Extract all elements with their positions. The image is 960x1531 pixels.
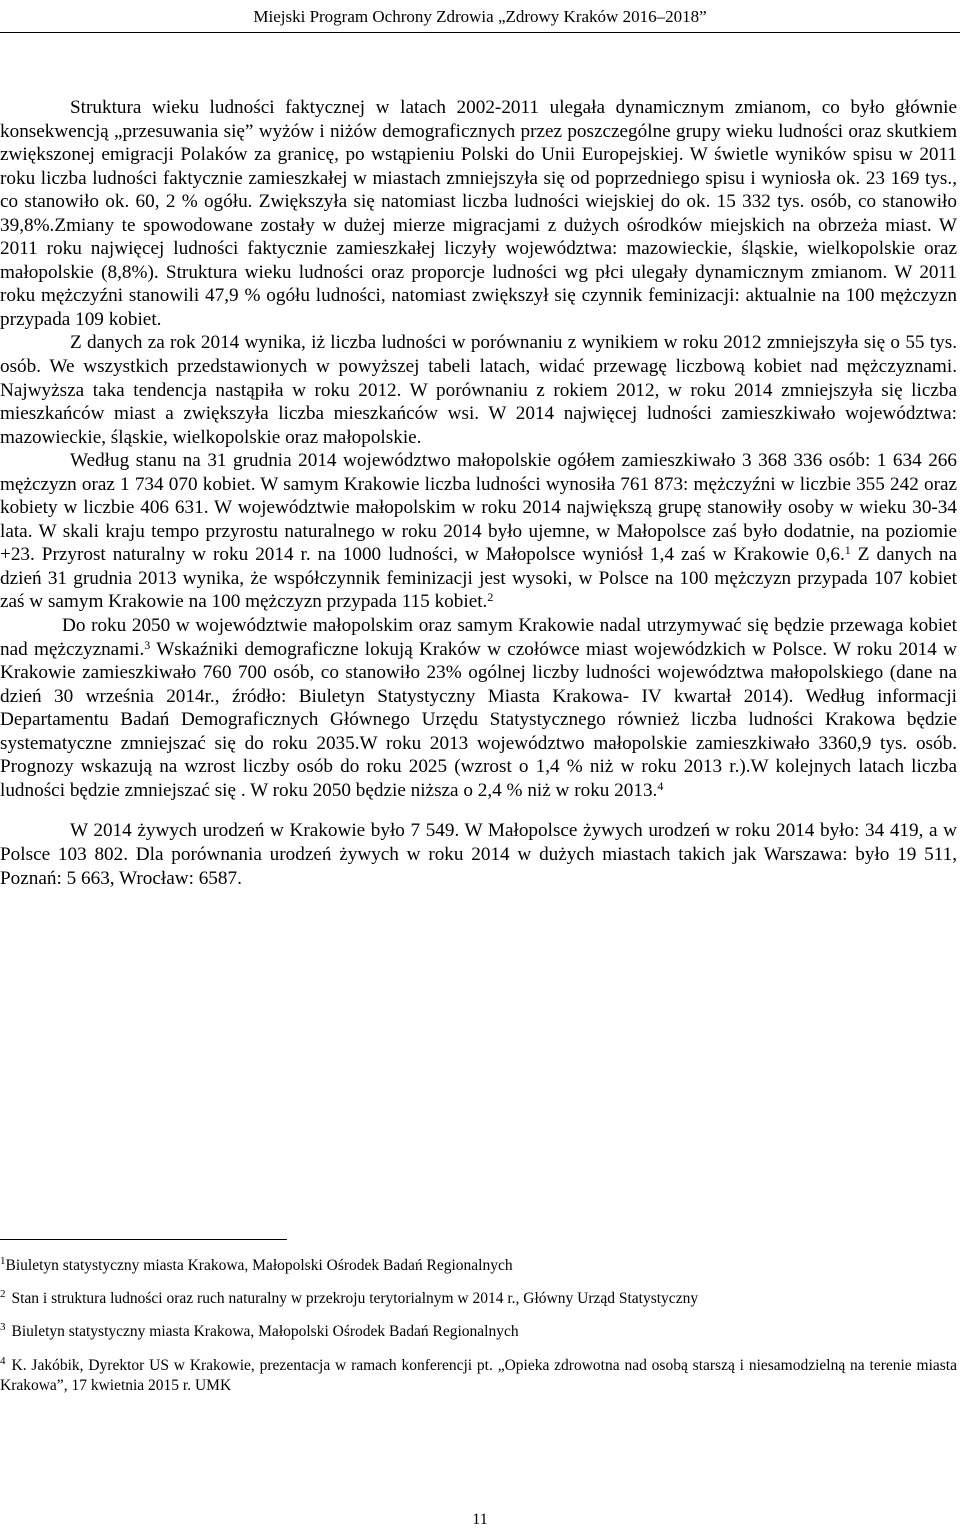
paragraph-forecast xyxy=(0,614,957,802)
paragraph-text: Według stanu na 31 grudnia 2014 województwo małopolskie ogółem zamieszkiwało 3 368 336 osób: 1 634 266 mężczyzn oraz 1 734 070 kobiet. W samym Krakowie liczba ludności wynosiła 761 873: mężczyźni w liczbie 355 242 oraz kobiety w liczbie 406 631. W województwie małopolskim w roku 2014 największą grupę stanowiły osoby w wieku 30-34 lata. W skali kraju tempo przyrostu naturalnego w roku 2014 było ujemne, w Małopolsce zaś było dodatnie, na poziomie +23. Przyrost naturalny w roku 2014 r. na 1000 ludności, w Małopolsce wyniósł 1,4 zaś w Krakowie 0,6. xyxy=(0,450,957,566)
footnote-3 xyxy=(0,1322,957,1342)
footnote-1 xyxy=(0,1256,957,1276)
header-rule xyxy=(0,32,960,33)
footnote-number: 3 xyxy=(0,1321,6,1333)
footnote-text: Biuletyn statystyczny miasta Krakowa, Małopolski Ośrodek Badań Regionalnych xyxy=(11,1323,519,1340)
footnote-ref-4[interactable]: 4 xyxy=(657,778,664,793)
footnote-text: K. Jakóbik, Dyrektor US w Krakowie, prezentacja w ramach konferencji pt. „Opieka zdrowotna nad osobą starszą i niesamodzielną na terenie miasta Krakowa”, 17 kwietnia 2015 r. UMK xyxy=(0,1357,957,1394)
footnote-4 xyxy=(0,1356,957,1396)
paragraph-2014-data: Z danych za rok 2014 wynika, iż liczba ludności w porównaniu z wynikiem w roku 2012 zmniejszyła się o 55 tys. osób. We wszystkich przedstawionych w powyższej tabeli latach, widać przewagę liczbową kobiet nad mężczyznami. Najwyższa taka tendencja nastąpiła w roku 2012. W porównaniu z rokiem 2012, w roku 2014 zmniejszyła się liczba mieszkańców miast a zwiększyła liczba mieszkańców wsi. W 2014 najwięcej ludności zamieszkiwało województwa: mazowieckie, śląskie, wielkopolskie oraz małopolskie. xyxy=(0,332,957,448)
footnote-ref-2[interactable]: 2 xyxy=(487,590,494,605)
running-header: Miejski Program Ochrony Zdrowia „Zdrowy Kraków 2016–2018” xyxy=(253,7,707,26)
footnote-text: Stan i struktura ludności oraz ruch naturalny w przekroju terytorialnym w 2014 r., Główny Urząd Statystyczny xyxy=(11,1290,699,1307)
paragraph-malopolska xyxy=(0,449,957,614)
paragraph-births: W 2014 żywych urodzeń w Krakowie było 7 549. W Małopolsce żywych urodzeń w roku 2014 było: 34 419, a w Polsce 103 802. Dla porównania urodzeń żywych w roku 2014 w dużych miastach takich jak Warszawa: było 19 511, Poznań: 5 663, Wrocław: 6587. xyxy=(0,820,957,889)
paragraph-population-structure: Struktura wieku ludności faktycznej w latach 2002-2011 ulegała dynamicznym zmianom, co było głównie konsekwencją „przesuwania się” wyżów i niżów demograficznych przez poszczególne grupy wieku ludności oraz skutkiem zwiększonej emigracji Polaków za granicę, po wstąpieniu Polski do Unii Europejskiej. W świetle wyników spisu w 2011 roku liczba ludności faktycznie zamieszkałej w miastach zmniejszyła się od poprzedniego spisu i wyniosła ok. 23 169 tys., co stanowiło ok. 60, 2 % ogółu. Zwiększyła się natomiast liczba ludności wiejskiej do ok. 15 332 tys. osób, co stanowiło 39,8%.Zmiany te spowodowane zostały w dużej mierze migracjami z dużych ośrodków miejskich na obrzeża miast. W 2011 roku najwięcej ludności faktycznie zamieszkałej liczyły województwa: mazowieckie, śląskie, wielkopolskie oraz małopolskie (8,8%). Struktura wieku ludności oraz proporcje ludności wg płci ulegały dynamicznym zmianom. W 2011 roku mężczyźni stanowili 47,9 % ogółu ludności, natomiast zwiększył się czynnik feminizacji: aktualnie na 100 mężczyzn przypada 109 kobiet. xyxy=(0,97,957,330)
footnote-2 xyxy=(0,1289,957,1309)
page-number: 11 xyxy=(472,1511,488,1528)
footnote-text: Biuletyn statystyczny miasta Krakowa, Małopolski Ośrodek Badań Regionalnych xyxy=(5,1257,513,1274)
paragraph-text: Wskaźniki demograficzne lokują Kraków w czołówce miast wojewódzkich w Polsce. W roku 2014 w Krakowie zamieszkiwało 760 700 osób, co stanowiło 23% ogólnej liczby ludności województwa małopolskiego (dane na dzień 30 września 2014r., źródło: Biuletyn Statystyczny Miasta Krakowa- IV kwartał 2014). Według informacji Departamentu Badań Demograficznych Głównego Urzędu Statystycznego również liczba ludności Krakowa będzie systematyczne zmniejszać się do roku 2035.W roku 2013 województwo małopolskie zamieszkiwało 3360,9 tys. osób. Prognozy wskazują na wzrost liczby osób do roku 2025 (wzrost o 1,4 % niż w roku 2013 r.).W kolejnych latach liczba ludności będzie zmniejszać się . W roku 2050 będzie niższa o 2,4 % niż w roku 2013. xyxy=(0,638,957,801)
paragraph-text: Do roku 2050 w województwie małopolskim oraz samym Krakowie nadal utrzymywać się będzie przewaga kobiet nad mężczyznami. xyxy=(0,615,957,660)
footnote-ref-3[interactable]: 3 xyxy=(144,637,151,652)
paragraph-text: Z danych na dzień 31 grudnia 2013 wynika, że współczynnik feminizacji jest wysoki, w Polsce na 100 mężczyzn przypada 107 kobiet zaś w samym Krakowie na 100 mężczyzn przypada 115 kobiet. xyxy=(0,544,957,613)
footnote-number: 1 xyxy=(0,1255,6,1267)
footnotes xyxy=(0,1256,957,1396)
footnote-separator xyxy=(0,1239,287,1240)
footnote-number: 2 xyxy=(0,1288,6,1300)
footnote-number: 4 xyxy=(0,1355,6,1367)
document-body xyxy=(0,96,957,890)
footnote-ref-1[interactable]: 1 xyxy=(844,543,851,558)
paragraph-gap xyxy=(0,802,957,819)
